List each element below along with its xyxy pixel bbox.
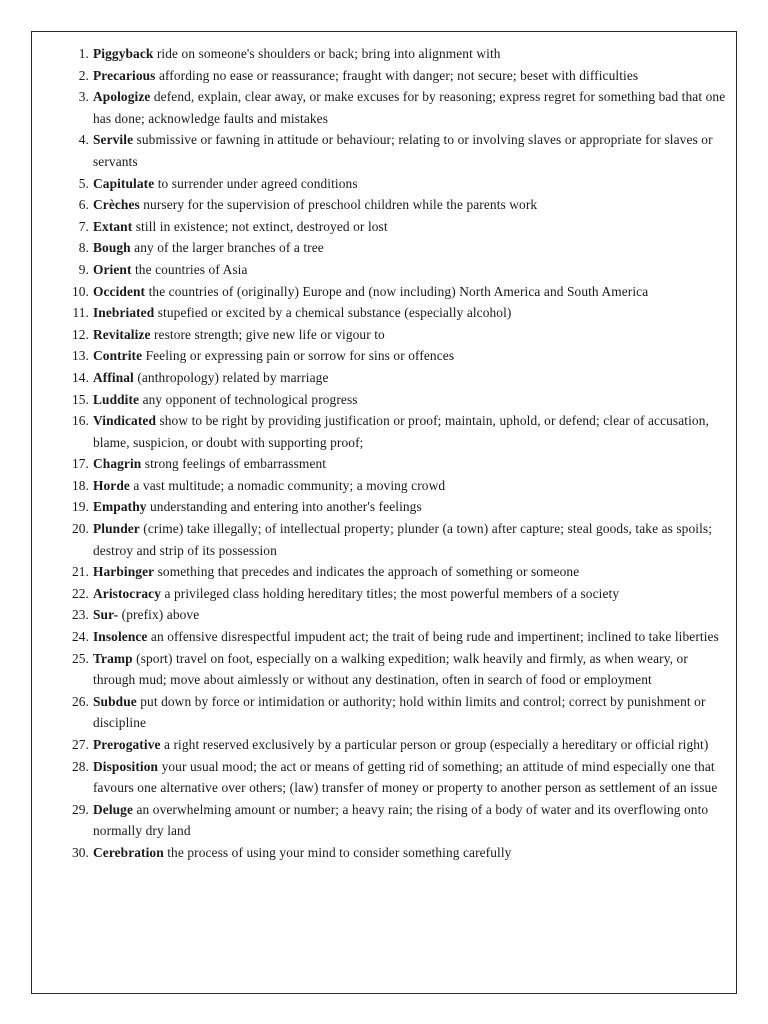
- vocabulary-entry: [0, 799, 768, 842]
- entry-term: Servile: [93, 132, 134, 148]
- vocabulary-entry: [0, 216, 768, 238]
- entry-number: 13.: [71, 348, 89, 364]
- entry-definition: (anthropology) related by marriage: [137, 369, 329, 385]
- vocabulary-entry: [0, 173, 768, 195]
- entry-term: Harbinger: [93, 564, 155, 580]
- entry-number: 27.: [71, 737, 89, 752]
- entry-definition: a privileged class holding hereditary titles; the most powerful members of a society: [164, 585, 620, 601]
- entry-number: 16.: [71, 413, 89, 429]
- entry-number: 8.: [78, 240, 89, 256]
- vocabulary-entry: [0, 345, 768, 367]
- vocabulary-entry: [0, 734, 768, 756]
- entry-definition: understanding and entering into another's feelings: [149, 499, 422, 515]
- entry-term: Inebriated: [93, 305, 155, 321]
- vocabulary-entry: [0, 518, 768, 561]
- vocabulary-entry: [0, 324, 768, 346]
- entry-definition: your usual mood; the act or means of getting rid of something; an attitude of mind especially one that favours one alternative over others; (law) transfer of money or property to another person as settlement of an issue: [93, 758, 718, 796]
- entry-number: 12.: [71, 326, 89, 342]
- vocabulary-entry: [0, 604, 768, 626]
- entry-definition: affording no ease or reassurance; fraught with danger; not secure; beset with difficulties: [158, 67, 639, 83]
- entry-number: 11.: [72, 305, 89, 321]
- entry-term: Capitulate: [93, 175, 155, 191]
- entry-term: Piggyback: [93, 46, 154, 61]
- vocabulary-entry: [0, 496, 768, 518]
- vocabulary-entry: [0, 842, 768, 864]
- vocabulary-entry: [0, 583, 768, 605]
- entry-definition: the countries of (originally) Europe and (now including) North America and South America: [148, 283, 649, 299]
- entry-definition: the process of using your mind to consider something carefully: [167, 844, 512, 860]
- entry-term: Plunder: [93, 521, 140, 537]
- entry-term: Revitalize: [93, 326, 151, 342]
- entry-number: 15.: [71, 391, 89, 407]
- entry-number: 29.: [71, 801, 89, 817]
- vocabulary-entry: [0, 626, 768, 648]
- entry-term: Empathy: [93, 499, 147, 515]
- entry-term: Prerogative: [93, 737, 161, 752]
- vocabulary-entry: [0, 129, 768, 172]
- entry-definition: restore strength; give new life or vigour to: [153, 326, 385, 342]
- entry-definition: (prefix) above: [121, 607, 200, 623]
- entry-term: Insolence: [93, 629, 148, 645]
- entry-term: Chagrin: [93, 456, 142, 472]
- entry-definition: any opponent of technological progress: [142, 391, 358, 407]
- entry-definition: an offensive disrespectful impudent act; the trait of being rude and impertinent; inclined to take liberties: [150, 629, 719, 645]
- entry-number: 14.: [71, 369, 89, 385]
- vocabulary-entry: [0, 302, 768, 324]
- entry-number: 18.: [71, 477, 89, 493]
- entry-definition: show to be right by providing justification or proof; maintain, uphold, or defend; clear of accusation, blame, suspicion, or doubt with supporting proof;: [93, 413, 709, 450]
- vocabulary-entry: [0, 86, 768, 129]
- entry-number: 24.: [71, 629, 89, 645]
- entry-term: Horde: [93, 477, 130, 493]
- entry-number: 23.: [71, 607, 89, 623]
- entry-definition: stupefied or excited by a chemical substance (especially alcohol): [157, 305, 512, 321]
- vocabulary-entry: [0, 194, 768, 216]
- entry-term: Apologize: [93, 89, 151, 105]
- entry-term: Sur-: [93, 607, 119, 623]
- entry-definition: (sport) travel on foot, especially on a walking expedition; walk heavily and firmly, as when weary, or through mud; move about aimlessly or without any destination, often in search of food or employment: [93, 650, 688, 688]
- vocabulary-entry: [0, 691, 768, 734]
- vocabulary-entry: [0, 410, 768, 453]
- vocabulary-entry: [0, 237, 768, 259]
- vocabulary-entry: [0, 756, 768, 799]
- vocabulary-entry: [0, 43, 768, 65]
- entry-number: 21.: [71, 564, 89, 580]
- entry-number: 2.: [78, 67, 89, 83]
- entry-term: Bough: [93, 240, 131, 256]
- vocabulary-entry: [0, 561, 768, 583]
- vocabulary-entry: [0, 367, 768, 389]
- entry-number: 19.: [71, 499, 89, 515]
- vocabulary-entry: [0, 475, 768, 497]
- entry-definition: something that precedes and indicates the approach of something or someone: [157, 564, 580, 580]
- vocabulary-entry: [0, 259, 768, 281]
- entry-term: Subdue: [93, 693, 137, 709]
- entry-term: Extant: [93, 218, 133, 234]
- entry-definition: to surrender under agreed conditions: [157, 175, 358, 191]
- entry-definition: an overwhelming amount or number; a heavy rain; the rising of a body of water and its overflowing onto normally dry land: [93, 801, 709, 839]
- entry-number: 30.: [71, 844, 89, 860]
- entry-number: 7.: [78, 218, 89, 234]
- entry-number: 17.: [71, 456, 89, 472]
- entry-term: Affinal: [93, 369, 134, 385]
- entry-term: Aristocracy: [93, 585, 162, 601]
- entry-number: 20.: [71, 521, 89, 537]
- entry-definition: defend, explain, clear away, or make excuses for by reasoning; express regret for something bad that one has done; acknowledge faults and mistakes: [93, 89, 726, 126]
- entry-definition: submissive or fawning in attitude or behaviour; relating to or involving slaves or appropriate for slaves or servants: [93, 132, 713, 169]
- vocabulary-entry: [0, 281, 768, 303]
- entry-definition: a vast multitude; a nomadic community; a moving crowd: [133, 477, 446, 493]
- entry-number: 4.: [78, 132, 89, 148]
- entry-definition: any of the larger branches of a tree: [134, 240, 324, 256]
- entry-term: Contrite: [93, 348, 143, 364]
- vocabulary-entry: [0, 453, 768, 475]
- entry-term: Occident: [93, 283, 146, 299]
- vocabulary-entry: [0, 389, 768, 411]
- entry-number: 1.: [78, 46, 89, 61]
- entry-term: Orient: [93, 261, 132, 277]
- vocabulary-entry: [0, 65, 768, 87]
- vocabulary-list: [0, 43, 768, 864]
- entry-term: Deluge: [93, 801, 134, 817]
- entry-term: Crèches: [93, 197, 140, 213]
- entry-number: 5.: [78, 175, 89, 191]
- entry-term: Vindicated: [93, 413, 156, 429]
- entry-term: Tramp: [93, 650, 133, 666]
- entry-definition: Feeling or expressing pain or sorrow for sins or offences: [145, 348, 455, 364]
- entry-definition: the countries of Asia: [134, 261, 248, 277]
- entry-term: Cerebration: [93, 844, 164, 860]
- entry-term: Luddite: [93, 391, 140, 407]
- entry-number: 25.: [71, 650, 89, 666]
- entry-number: 6.: [78, 197, 89, 213]
- entry-definition: a right reserved exclusively by a particular person or group (especially a hereditary or official right): [163, 737, 709, 752]
- entry-term: Disposition: [93, 758, 159, 774]
- vocabulary-entry: [0, 648, 768, 691]
- entry-number: 28.: [71, 758, 89, 774]
- entry-definition: nursery for the supervision of preschool children while the parents work: [143, 197, 538, 213]
- entry-number: 26.: [71, 693, 89, 709]
- entry-definition: ride on someone's shoulders or back; bring into alignment with: [156, 46, 501, 61]
- entry-number: 10.: [71, 283, 89, 299]
- entry-definition: (crime) take illegally; of intellectual property; plunder (a town) after capture; steal goods, take as spoils; destroy and strip of its possession: [93, 521, 713, 558]
- entry-definition: strong feelings of embarrassment: [144, 456, 327, 472]
- entry-term: Precarious: [93, 67, 156, 83]
- entry-number: 3.: [78, 89, 89, 105]
- entry-number: 9.: [78, 261, 89, 277]
- entry-definition: put down by force or intimidation or authority; hold within limits and control; correct by punishment or discipline: [93, 693, 706, 731]
- entry-number: 22.: [71, 585, 89, 601]
- entry-definition: still in existence; not extinct, destroyed or lost: [135, 218, 388, 234]
